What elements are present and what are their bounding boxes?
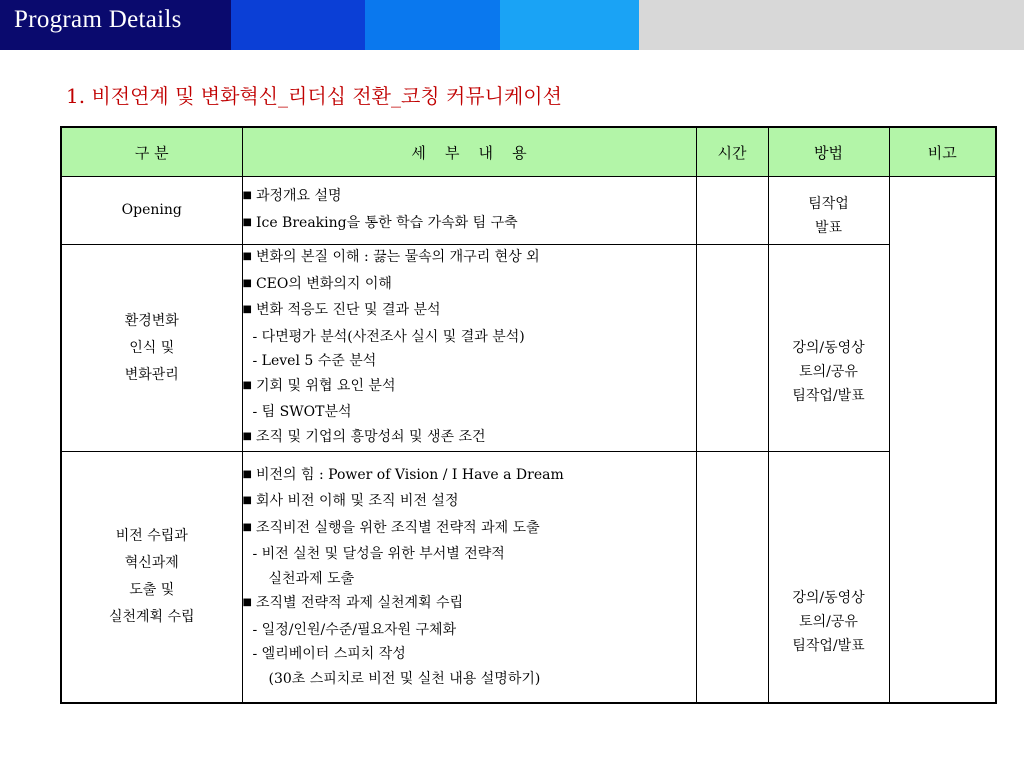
method-label: 팀작업 <box>808 195 849 212</box>
header-remarks: 비고 <box>889 127 996 177</box>
method-label: 강의/동영상 <box>792 340 865 356</box>
details-line <box>243 349 696 374</box>
time-cell <box>696 245 768 452</box>
section-cell <box>61 177 242 245</box>
details-text: 조직 및 기업의 흥망성쇠 및 생존 조건 <box>255 428 486 445</box>
details-text: - 다면평가 분석(사전조사 실시 및 결과 분석) <box>252 328 525 345</box>
details-line <box>243 400 696 425</box>
bullet-square-icon: ■ <box>242 597 252 608</box>
section-label: 환경변화 <box>124 312 179 329</box>
details-text: (30초 스피치로 비전 및 실천 내용 설명하기) <box>268 670 541 687</box>
method-cell <box>768 177 889 245</box>
details-line <box>243 489 696 516</box>
details-text: 과정개요 설명 <box>255 188 342 204</box>
details-text: - 엘리베이터 스피치 작성 <box>252 646 406 662</box>
header-band-4 <box>500 0 639 50</box>
details-line <box>243 542 696 567</box>
details-line <box>243 211 696 238</box>
details-line <box>243 425 696 452</box>
details-line <box>243 463 696 490</box>
section-label: 혁신과제 <box>124 554 179 571</box>
details-text: 비전의 힘 : Power of Vision / I Have a Dream <box>255 466 564 483</box>
section-label: 변화관리 <box>124 366 179 383</box>
program-table <box>60 126 997 704</box>
table-header-row <box>61 127 996 177</box>
method-label: 팀작업/발표 <box>792 637 865 654</box>
details-text: 실천과제 도출 <box>268 570 355 587</box>
header-time: 시간 <box>696 127 768 177</box>
details-line <box>243 272 696 299</box>
section-label: 비전 수립과 <box>115 527 188 544</box>
time-cell <box>696 452 768 703</box>
section-cell <box>61 245 242 452</box>
section-label: 인식 및 <box>129 339 175 356</box>
bullet-square-icon: ■ <box>242 521 252 533</box>
table-row <box>61 452 996 703</box>
bullet-square-icon: ■ <box>242 190 252 201</box>
section-cell <box>61 452 242 703</box>
details-line <box>243 642 696 667</box>
header-band-5 <box>639 0 1024 50</box>
bullet-square-icon: ■ <box>242 251 252 262</box>
details-line <box>243 591 696 618</box>
bullet-square-icon: ■ <box>242 379 252 391</box>
details-line <box>243 618 696 643</box>
header-method: 방법 <box>768 127 889 177</box>
method-label: 토의/공유 <box>799 364 858 380</box>
table-row <box>61 245 996 452</box>
details-line <box>243 325 696 350</box>
remarks-cell <box>889 177 996 703</box>
details-cell <box>242 177 696 245</box>
details-text: Ice Breaking을 통한 학습 가속화 팀 구축 <box>255 214 518 231</box>
section-label: 도출 및 <box>129 581 175 598</box>
details-text: CEO의 변화의지 이해 <box>255 275 392 292</box>
details-text: - 팀 SWOT분석 <box>252 404 352 420</box>
details-text: - 비전 실천 및 달성을 위한 부서별 전략적 <box>252 546 505 562</box>
details-text: - 일정/인원/수준/필요자원 구체화 <box>252 621 457 638</box>
details-text: 조직비전 실행을 위한 조직별 전략적 과제 도출 <box>255 519 540 536</box>
bullet-square-icon: ■ <box>242 495 252 506</box>
bullet-square-icon: ■ <box>242 304 252 315</box>
details-cell <box>242 245 696 452</box>
section-label: Opening <box>121 202 182 218</box>
method-cell <box>768 452 889 703</box>
details-line <box>243 667 696 692</box>
details-text: 조직별 전략적 과제 실천계획 수립 <box>255 595 464 611</box>
details-line <box>243 184 696 211</box>
bullet-square-icon: ■ <box>242 468 252 480</box>
table-row <box>61 177 996 245</box>
header-title-bar <box>0 0 231 50</box>
details-line <box>243 516 696 543</box>
header-details: 세 부 내 용 <box>242 127 696 177</box>
page-title: Program Details <box>14 6 182 33</box>
details-line <box>243 298 696 325</box>
bullet-square-icon: ■ <box>242 216 252 228</box>
header-band-2 <box>231 0 365 50</box>
method-cell <box>768 245 889 452</box>
method-label: 강의/동영상 <box>792 589 865 606</box>
method-label: 토의/공유 <box>799 613 858 630</box>
details-text: 회사 비전 이해 및 조직 비전 설정 <box>255 493 459 509</box>
time-cell <box>696 177 768 245</box>
details-text: 변화 적응도 진단 및 결과 분석 <box>255 302 441 318</box>
header-band-3 <box>365 0 500 50</box>
header-category: 구 분 <box>61 127 242 177</box>
bullet-square-icon: ■ <box>242 430 252 442</box>
details-text: 변화의 본질 이해 : 끓는 물속의 개구리 현상 외 <box>255 249 540 265</box>
details-line <box>243 374 696 401</box>
details-text: 기회 및 위협 요인 분석 <box>255 377 396 394</box>
method-label: 발표 <box>814 219 843 236</box>
details-line <box>243 567 696 592</box>
section-subtitle: 1. 비전연계 및 변화혁신_리더십 전환_코칭 커뮤니케이션 <box>66 84 562 108</box>
details-text: - Level 5 수준 분석 <box>252 353 377 369</box>
details-line <box>243 245 696 272</box>
method-label: 팀작업/발표 <box>792 388 865 404</box>
bullet-square-icon: ■ <box>242 277 252 289</box>
section-label: 실천계획 수립 <box>108 608 195 625</box>
details-cell <box>242 452 696 703</box>
